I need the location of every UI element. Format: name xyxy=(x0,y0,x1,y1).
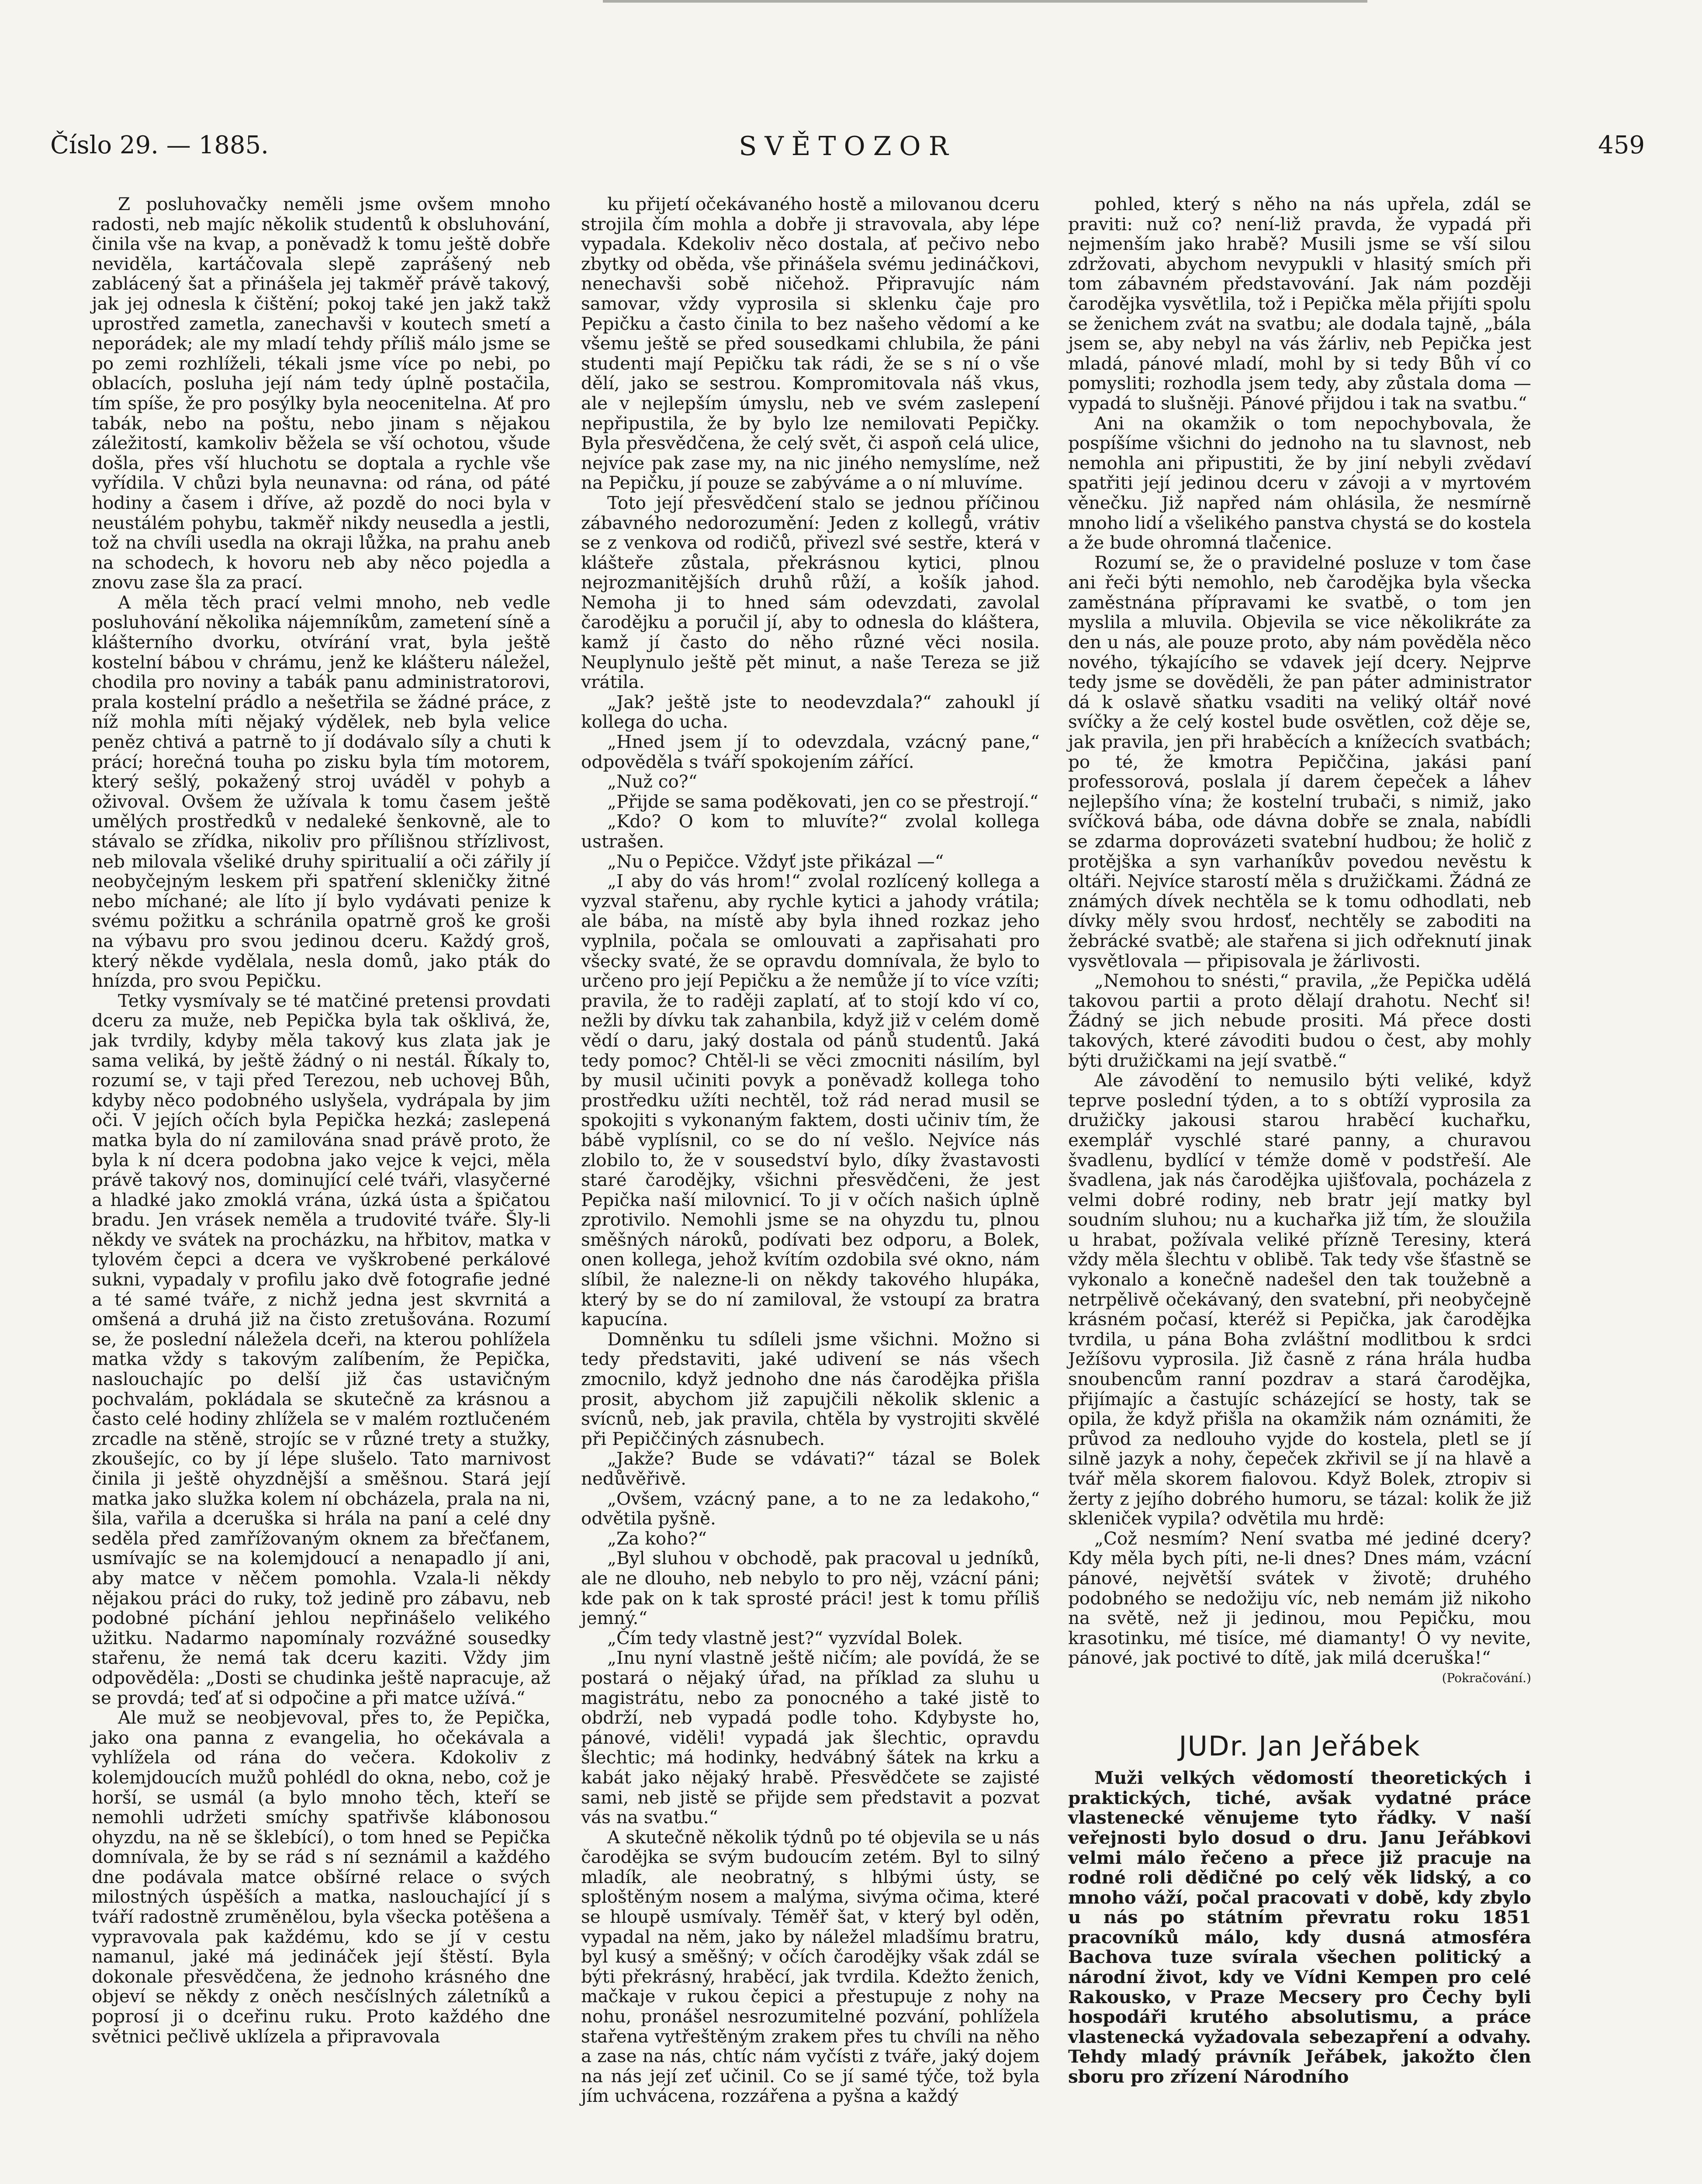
dialogue-line: „Hned jsem jí to odevzdala, vzácný pane,“ odpověděla s tváří spokojením zářící. xyxy=(581,731,1040,772)
paragraph: Ani na okamžik o tom nepochybovala, že pospíšíme všichni do jednoho na tu slavnost, neb nemohla ani připustiti, že by jiní nebyli zvědaví spatřiti její jedinou dceru v závoji a v myrtovém věnečku. Již napřed nám ohlásila, že nesmírně mnoho lidí a všelikého panstva chystá se do kostela a že bude ohromná tlačenice. xyxy=(1068,412,1531,553)
article-heading: JUDr. Jan Jeřábek xyxy=(1179,1730,1421,1762)
dialogue-line: „Kdo? O kom to mluvíte?“ zvolal kollega ustrašen. xyxy=(581,811,1040,852)
page-header xyxy=(50,131,1645,170)
column-right xyxy=(1068,194,1531,2087)
paragraph: „Inu nyní vlastně ještě ničím; ale povídá, že se postará o nějaký úřad, na příklad za sluhu u magistrátu, nebo za ponocného a také jistě to obdrží, neb vypadá podle toho. Kdybyste ho, pánové, viděli! vypadá jak šlechtic, opravdu šlechtic; má hodinky, hedvábný šátek na krku a kabát jako nějaký hrabě. Přesvědčete se zajisté sami, neb jistě se přijde sem představit a pozvat vás na svatbu.“ xyxy=(581,1647,1040,1828)
dialogue-line: „Jak? ještě jste to neodevzdala?“ zahoukl jí kollega do ucha. xyxy=(581,691,1040,733)
article-body xyxy=(1068,1768,1531,2087)
dialogue-line: „Byl sluhou v obchodě, pak pracoval u jedníků, ale ne dlouho, neb nebylo to pro něj, vzácní páni; kde pak on k tak sprosté práci! jest k tomu příliš jemný.“ xyxy=(581,1548,1040,1629)
paragraph: „Což nesmím? Není svatba mé jediné dcery? Kdy měla bych píti, ne-li dnes? Dnes mám, vzácní pánové, největší svátek v životě; druhého podobného se nedožiju víc, neb nemám již nikoho na světě, než ji jedinou, mou Pepičku, mou krasotinku, mé tisíce, mé diamanty! Ó vy nevite, pánové, jak poctivé to dítě, jak milá dceruška!“ xyxy=(1068,1527,1531,1669)
dialogue-line: „Čím tedy vlastně jest?“ vyzvídal Bolek. xyxy=(607,1627,963,1648)
paragraph: „I aby do vás hrom!“ zvolal rozlícený kollega a vyzval stařenu, aby rychle kytici a jahody vrátila; ale bába, na místě aby byla ihned rozkaz jeho vyplnila, počala se omlouvati a zapřisahati pro všecky svaté, že se opravdu domnívala, že bylo to určeno pro její Pepičku a že nemůže jí to více vzíti; pravila, že to raději zaplatí, ať to stojí kdo ví co, nežli by dívku tak zahanbila, když již v celém domě vědí o daru, jaký dostala od pánů studentů. Jaká tedy pomoc? Chtěl-li se věci zmocniti násilím, byl by musil učiniti povyk a poněvadž kollega toho prostředku užíti nechtěl, tož rád nerad musil se spokojiti s vykonaným faktem, dosti učiniv tím, že bábě vyplísnil, co se do ní vešlo. Nejvíce nás zlobilo to, že v sousedství bylo, díky žvastavosti staré čarodějky, všichni přesvědčeni, že jest Pepička naší milovnicí. To ji v očích našich úplně zprotivilo. Nemohli jsme se na ohyzdu tu, plnou směšných nároků, podívati bez odporu, a Bolek, onen kollega, jehož kvítím ozdobila své okno, nám slíbil, že nalezne-li on někdy takového hlupáka, který by se do ní zamiloval, že vstoupí za bratra kapucína. xyxy=(581,871,1040,1330)
column-middle xyxy=(581,194,1040,2106)
paragraph: pohled, který s něho na nás upřela, zdál se praviti: nuž co? není-liž pravda, že vypadá při nejmenším jako hrabě? Musili jsme se vší silou zdržovati, abychom nevypukli v hlasitý smích při tom zábavném představování. Jak nám později čarodějka vysvětlila, tož i Pepička měla přijíti spolu se ženichem zvát na svatbu; ale dodala tajně, „bála jsem se, aby nebyl na vás žárliv, neb Pepička jest mladá, pánové mladí, mohl by si tedy Bůh ví co pomysliti; rozhodla jsem tedy, aby zůstala doma — vypadá to slušněji. Pánové přijdou i tak na svatbu.“ xyxy=(1068,194,1531,414)
paragraph: A skutečně několik týdnů po té objevila se u nás čarodějka se svým budoucím zetém. Byl to silný mladík, ale neobratný, s hlbými ústy, se sploštěným nosem a malýma, sivýma očima, které se hloupě usmívaly. Téměř šat, v který byl oděn, vypadal na něm, jako by náležel mladšímu bratru, byl kusý a směšný; v očích čarodějky však zdál se býti překrásný, hraběcí, jak tvrdila. Kdežto ženich, mačkaje v rukou čepici a přestupuje z nohy na nohu, pronášel nesrozumitelné pozvání, pohlížela stařena vytřeštěným zrakem přes tu chvíli na něho a zase na nás, chtíc nám vyčísti z tváře, jaký dojem na nás její zeť učinil. Co se jí samé týče, tož byla jím uchvácena, rozzářena a pyšna a každý xyxy=(581,1826,1040,2107)
paragraph: Domněnku tu sdíleli jsme všichni. Možno si tedy představiti, jaké udivení se nás všech zmocnilo, když jednoho dne nás čarodějka přišla prosit, abychom již zapujčili několik sklenic a svícnů, neb, jak pravila, chtěla by vystrojiti skvělé při Pepiččiných zásnubech. xyxy=(581,1328,1040,1449)
dialogue-line: „Jakže? Bude se vdávati?“ tázal se Bolek nedůvěřivě. xyxy=(581,1448,1040,1489)
paragraph: Muži velkých vědomostí theoretických i praktických, tiché, avšak vydatné práce vlastenecké věnujeme tyto řádky. V naší veřejnosti bylo dosud o dru. Janu Jeřábkovi velmi málo řečeno a přece již pracuje na rodné roli dědičné po celý věk lidský, a co mnoho váží, počal pracovati v době, kdy zbylo u nás po státním převratu roku 1851 pracovníků málo, kdy dusná atmosféra Bachova tuze svírala všechen politický a národní život, kdy ve Vídni Kempen pro celé Rakousko, v Praze Mecsery pro Čechy byli hospodáři krutého absolutismu, a práce vlastenecká vyžadovala sebezapření a odvahy. Tehdy mladý právník Jeřábek, jakožto člen sboru pro zřízení Národního xyxy=(1068,1767,1531,2087)
scan-edge-mark xyxy=(603,0,1367,16)
dialogue-line: „Přijde se sama poděkovati, jen co se přestrojí.“ xyxy=(607,791,1039,812)
dialogue-line: „Ovšem, vzácný pane, a to ne za ledakoho,“ odvětila pyšně. xyxy=(581,1488,1040,1529)
paragraph: Toto její přesvědčení stalo se jednou příčinou zábavného nedorozumění: Jeden z kollegů, vrátiv se z venkova od rodičů, přivezl své sestře, která v klášteře zůstala, překrásnou kytici, plnou nejrozmanitějších druhů růží, a košík jahod. Nemoha ji to hned sám odevzdati, zavolal čarodějku a poručil jí, aby to odnesla do kláštera, kamž jí často do něho různé věci nosila. Neuplynulo ještě pět minut, a naše Tereza se již vrátila. xyxy=(581,492,1040,693)
paragraph: Ale muž se neobjevoval, přes to, že Pepička, jako ona panna z evangelia, ho očekávala a vyhlížela od rána do večera. Kdokoliv z kolemjdoucích mužů pohlédl do okna, nebo, což je horší, se usmál (a bylo mnoho těch, kteří se nemohli udržeti smíchy spatřivše klábonosou ohyzdu, na ně se šklebící), o tom hned se Pepička domnívala, že by se rád s ní seznámil a každého dne podávala matce obšírné relace o svých milostných úspěších a matka, naslouchající jí s tváří radostně zruměnělou, byla všecka potěšena a vypravovala pak každému, kdo se jí v cestu namanul, jaké má jedináček její štěstí. Byla dokonale přesvědčena, že jednoho krásného dne objeví se někdy z oněch nesčíslných záletníků a poprosí ji o dceřinu ruku. Proto každého dne světnici pečlivě uklízela a připravovala xyxy=(92,1707,550,2047)
paragraph: „Nemohou to snésti,“ pravila, „že Pepička udělá takovou partii a proto dělají drahotu. Nechť si! Žádný se jich nebude prositi. Má přece dosti takových, které závoditi budou o čest, aby mohly býti družičkami na její svatbě.“ xyxy=(1068,970,1531,1071)
paragraph: ku přijetí očekávaného hostě a milovanou dceru strojila čím mohla a dobře ji stravovala, aby lépe vypadala. Kdekoliv něco dostala, ať pečivo nebo zbytky od oběda, vše přinášela svému jedináčkovi, nenechavši sobě ničehož. Připravujíc nám samovar, vždy vyprosila si sklenku čaje pro Pepičku a často činila to bez našeho vědomí a ke všemu ještě se před sousedkami chlubila, že páni studenti mají Pepičku tak rádi, že se s ní o vše dělí, jako se sestrou. Kompromitovala náš vkus, ale v nejlepším úmyslu, neb ve svém zaslepení nepřipustila, že by bylo lze nemilovati Pepičky. Byla přesvědčena, že celý svět, či aspoň celá ulice, nejvíce pak zase my, na nic jiného nemyslíme, než na Pepičku, jí pouze se zabýváme a o ní mluvíme. xyxy=(581,194,1040,494)
issue-number: Číslo 29. — 1885. xyxy=(50,131,269,159)
dialogue-line: „Nuž co?“ xyxy=(607,771,698,792)
dialogue-line: „Nu o Pepičce. Vždyť jste přikázal —“ xyxy=(607,850,944,872)
paragraph: Rozumí se, že o pravidelné posluze v tom čase ani řeči býti nemohlo, neb čarodějka byla všecka zaměstnána přípravami ke svatbě, o tom jen myslila a mluvila. Objevila se vice několikráte za den u nás, ale pouze proto, aby nám pověděla něco nového, týkajícího se vdavek její dcery. Nejprve tedy jsme se dověděli, že pan páter administrator dá k oslavě sňatku vsaditi na veliký oltář nové svíčky a že celý kostel bude osvětlen, což děje se, jak pravila, jen při hraběcích a knížecích svatbách; po té, že kmotra Pepiččina, jakási paní professorová, poslala jí darem čepeček a láhev nejlepšího vína; že kostelní trubači, s nimiž, jako svíčková bába, ode dávna dobře se znala, nabídli se zdarma doprovázeti svatební hudbou; že holič z protějška a syn varhaníkův povedou nevěstu k oltáři. Nejvíce starostí měla s družičkami. Žádná ze známých dívek nechtěla se k tomu odhodlati, neb dívky měly svou hrdosť, nechtěly se zaboditi na žebrácké svatbě; ale stařena si jich odřeknutí jinak vysvětlovala — připisovala je žárlivosti. xyxy=(1068,552,1531,971)
magazine-title: SVĚTOZOR xyxy=(739,131,956,162)
paragraph: A měla těch prací velmi mnoho, neb vedle posluhování několika nájemníkům, zametení síně a klášterního dvorku, otvírání vrat, byla ještě kostelní bábou v chrámu, jenž ke klášteru náležel, chodila pro noviny a tabák panu administratorovi, prala kostelní prádlo a nešetřila se žádné práce, z níž mohla míti nějaký výdělek, neb byla velice peněz chtivá a patrně to jí dodávalo síly a chuti k prácí; horečná touha po zisku byla tím motorem, který sešlý, pokažený stroj uváděl v pohyb a oživoval. Ovšem že užívala k tomu časem ještě umělých prostředků v nedaleké šenkovně, ale to stávalo se zřídka, nikoliv pro přílišnou střízlivost, neb milovala všeliké druhy spiritualií a oči zářily jí neobyčejným leskem při spatření skleničky žitné nebo míchané; ale líto jí bylo vydávati penize k svému požitku a schránila opatrně groš ke groši na výbavu pro svou jedinou dceru. Každý groš, který někde vydělala, nesla domů, jako pták do hnízda, pro svou Pepičku. xyxy=(92,591,550,992)
page-number: 459 xyxy=(1598,131,1645,159)
column-left xyxy=(92,194,550,2046)
paragraph: Tetky vysmívaly se té matčiné pretensi provdati dceru za muže, neb Pepička byla tak ošklivá, že, jak tvrdily, kdyby měla takový kus zlata jak je sama veliká, by ještě žádný o ni nestál. Říkaly to, rozumí se, v taji před Terezou, neb uchovej Bůh, kdyby něco podobného uslyšela, vydrápala by jim oči. V jejích očích byla Pepička hezká; zaslepená matka byla do ní zamilována snad právě proto, že byla k ní dcera podobna jako vejce k vejci, měla právě takový nos, dominující celé tváři, vlasyčerné a hladké jako zmoklá vrána, úzká ústa a špičatou bradu. Jen vrásek neměla a trudovité tváře. Šly-li někdy ve svátek na procházku, na hřbitov, matka v tylovém čepci a dcera ve vyškrobené perkálové sukni, vypadaly v profilu jako dvě fotografie jedné a té samé tváře, z nichž jedna jest skvrnitá a omšená a druhá již na čisto zretušována. Rozumí se, že poslední náležela dceři, na kterou pohlížela matka vždy s takovým zalíbením, že Pepička, naslouchajíc po delší již čas ustavičným pochvalám, pokládala se skutečně za krásnou a často celé hodiny zhlížela se v malém roztlučeném zrcadle na stěně, strojíc se v různé trety a stužky, zkoušejíc, co by jí lépe slušelo. Tato marnivost činila ji ještě ohyzdnější a směšnou. Stará její matka jako služka kolem ní obcházela, prala na ni, šila, vařila a dceruška si hrála na paní a celé dny seděla před zamřížovaným oknem za břečťanem, usmívajíc se na kolemjdoucí a nenapadlo jí ani, aby matce v něčem pomohla. Vzala-li někdy nějakou práci do ruky, tož jedině pro zábavu, neb podobné píchání jehlou nepřinášelo velikého užitku. Nadarmo napomínaly rozvážné sousedky stařenu, že nemá tak dceru kaziti. Vždy jim odpověděla: „Dosti se chudinka ještě napracuje, až se provdá; teď ať si odpočine a při matce užívá.“ xyxy=(92,990,550,1708)
paragraph: Z posluhovačky neměli jsme ovšem mnoho radosti, neb majíc několik studentů k obsluhování, činila vše na kvap, a poněvadž k tomu ještě dobře neviděla, kartáčovala slepě zaprášený neb zablácený šat a přinášela jej takměř právě takový, jak jej odnesla k čištění; pokoj také jen jakž takž uprostřed zametla, zanechavši v koutech smetí a neporádek; ale my mladí tehdy příliš málo jsme se po zemi rozhlíželi, tékali jsme více po nebi, po oblacích, posluha její nám tedy úplně postačila, tím spíše, že pro posýlky byla neocenitelna. Ať pro tabák, nebo na poštu, nebo jinam s nějakou záležitostí, kamkoliv běžela se vší ochotou, všude došla, přes vší hluchotu se doptala a rychle vše vyřídila. V chůzi byla neunavna: od rána, od páté hodiny a časem i dříve, až pozdě do noci byla v neustálém pohybu, takměř nikdy neusedla a jestli, tož na chvíli usedla na okraji lůžka, na prahu aneb na schodech, k hovoru neb aby něco pojedla a znovu zase šla za prací. xyxy=(92,194,550,593)
paragraph: Ale závodění to nemusilo býti veliké, když teprve poslední týden, a to s obtíží vyprosila za družičky jakousi starou hraběcí kuchařku, exemplář vyschlé staré panny, a churavou švadlenu, bydlící v témže domě v podstřeší. Ale švadlena, jak nás čarodějka ujišťovala, pocházela z velmi dobré rodiny, neb bratr její matky byl soudním sluhou; nu a kuchařka již tím, že sloužila u hrabat, požívala veliké přízně Teresiny, která vždy měla šlechtu v oblibě. Tak tedy vše šťastně se vykonalo a konečně nadešel den tak toužebně a netrpělivě očekávaný, den svatební, při neobyčejně krásném počasí, kteréž si Pepička, jak čarodějka tvrdila, u pána Boha zvláštní modlitbou k srdci Ježíšovu vyprosila. Již časně z rána hrála hudba snoubencům ranní pozdrav a stará čarodějka, přijímajíc a častujíc scházející se hosty, tak se opila, že když přišla na okamžik nám oznámiti, že průvod za nedlouho vyjde do kostela, pletl se jí silně jazyk a nohy, čepeček zkřivil se jí na hlavě a tvář měla skorem fialovou. Když Bolek, ztropiv si žerty z jejího dobrého humoru, se tázal: kolik že již skleniček vypila? odvětila mu hrdě: xyxy=(1068,1070,1531,1529)
continuation-note: (Pokračování.) xyxy=(1442,1670,1531,1685)
dialogue-line: „Za koho?“ xyxy=(607,1527,707,1549)
